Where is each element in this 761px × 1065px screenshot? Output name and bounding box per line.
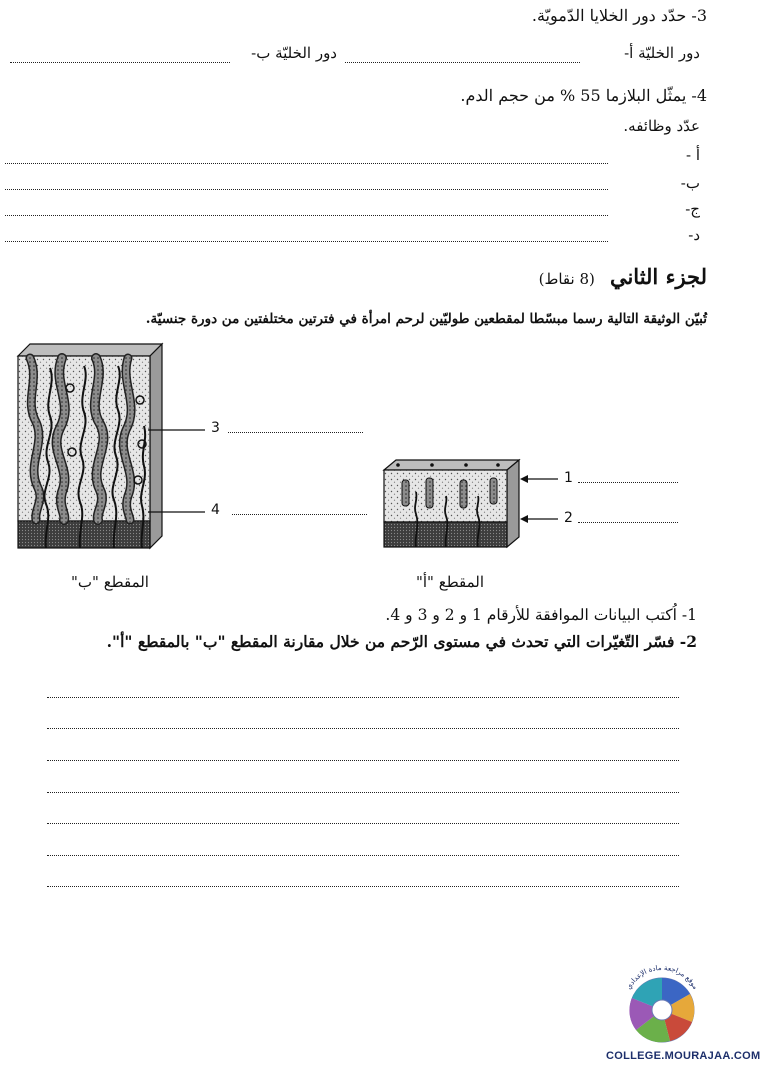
- uterus-sections-figure: [0, 340, 737, 595]
- q4-instruction: عدّد وظائفه.: [623, 117, 700, 135]
- label-4: 4: [211, 502, 220, 518]
- section-b-caption: المقطع "ب": [71, 573, 149, 591]
- part2-points: (8 نقاط): [538, 270, 595, 288]
- q4-item-a: أ -: [685, 146, 700, 164]
- answer-line-4[interactable]: [47, 792, 679, 793]
- logo-text: موقع مراجعة مادة الإعدادي: [624, 963, 700, 991]
- label-4-answer-line[interactable]: [232, 514, 367, 515]
- part2-header: [539, 264, 707, 289]
- answer-line-2[interactable]: [47, 728, 679, 729]
- q4-item-d: د-: [688, 226, 700, 244]
- label-2-answer-line[interactable]: [578, 522, 678, 523]
- answer-line-7[interactable]: [47, 886, 679, 887]
- q4-number: 4-: [691, 86, 707, 105]
- q4-answer-line-c[interactable]: [5, 215, 608, 216]
- part2-intro: تُبيّن الوثيقة التالية رسما مبسّطا لمقطعين طوليّين لرحم امرأة في فترتين مختلفتين من دورة جنسيّة.: [145, 311, 707, 327]
- label-3: 3: [211, 420, 220, 436]
- task-2: 2- فسّر التّغيّرات التي تحدث في مستوى الرّحم من خلال مقارنة المقطع "ب" بالمقطع "أ".: [106, 632, 697, 651]
- site-logo: [612, 960, 712, 1050]
- site-url[interactable]: COLLEGE.MOURAJAA.COM: [606, 1050, 761, 1062]
- q4-answer-line-a[interactable]: [5, 163, 608, 164]
- answer-line-3[interactable]: [47, 760, 679, 761]
- cell-b-answer-line[interactable]: [10, 62, 230, 63]
- q3-line: [7, 6, 707, 25]
- section-a-drawing: [384, 460, 519, 547]
- label-1-answer-line[interactable]: [578, 482, 678, 483]
- section-b-drawing: [18, 344, 162, 548]
- q4-line: [7, 86, 707, 105]
- label-1: 1: [564, 470, 573, 486]
- cell-a-answer-line[interactable]: [345, 62, 580, 63]
- label-3-answer-line[interactable]: [228, 432, 363, 433]
- q3-text: حدّد دور الخلايا الدّمويّة.: [531, 6, 687, 25]
- cell-a-label: دور الخليّة أ-: [624, 44, 700, 62]
- section-a-caption: المقطع "أ": [415, 573, 485, 591]
- q4-text: يمثّل البلازما 55 % من حجم الدم.: [460, 86, 687, 105]
- q4-answer-line-b[interactable]: [5, 189, 608, 190]
- part2-title: لجزء الثاني: [609, 264, 707, 289]
- answer-line-6[interactable]: [47, 855, 679, 856]
- q4-item-c: ج-: [685, 200, 700, 218]
- task-1: 1- اُكتب البيانات الموافقة للأرقام 1 و 2 و 3 و 4.: [385, 606, 697, 624]
- answer-line-1[interactable]: [47, 697, 679, 698]
- answer-line-5[interactable]: [47, 823, 679, 824]
- label-1-arrow: [520, 475, 558, 483]
- label-2: 2: [564, 510, 573, 526]
- q4-item-b: ب-: [680, 174, 700, 192]
- label-2-arrow: [520, 515, 558, 523]
- cell-b-label: دور الخليّة ب-: [251, 44, 337, 62]
- q4-answer-line-d[interactable]: [5, 241, 608, 242]
- q3-number: 3-: [691, 6, 707, 25]
